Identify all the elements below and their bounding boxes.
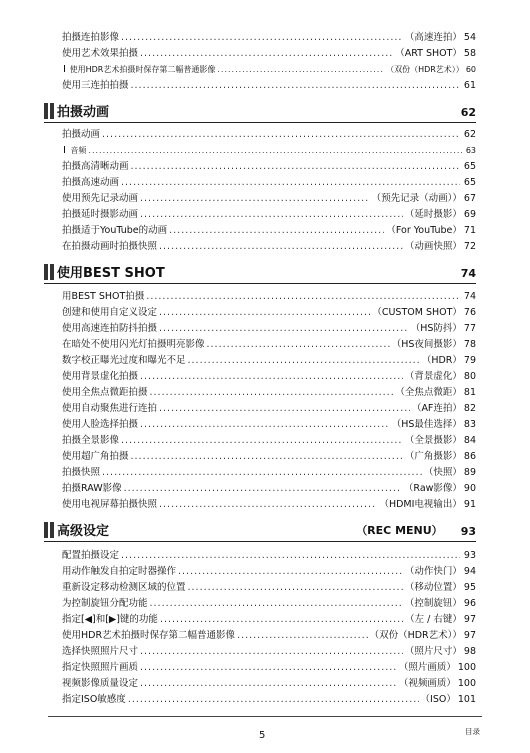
- toc-entry-title: 使用预先记录动画: [62, 193, 139, 204]
- dot-leader: [124, 481, 402, 497]
- toc-entry-page: 97: [463, 614, 476, 625]
- toc-entry[interactable]: [62, 433, 476, 449]
- toc-entry-title: 使用电视屏幕拍摄快照: [62, 499, 158, 510]
- toc-entry-aside: （移动位置）: [404, 582, 462, 593]
- toc-entry[interactable]: [62, 548, 476, 564]
- toc-entry-title: 指定快照照片画质: [62, 662, 139, 673]
- dot-leader: [140, 644, 403, 660]
- dot-leader: [140, 417, 390, 433]
- toc-entry[interactable]: [62, 580, 476, 596]
- toc-entry-title: 拍摄高清晰动画: [62, 161, 129, 172]
- toc-entry[interactable]: [62, 321, 476, 337]
- toc-entry-aside: （快照）: [423, 467, 462, 478]
- dot-leader: [140, 369, 403, 385]
- toc-entry-title: 使用HDR艺术拍摄时保存第二幅普通影像: [69, 65, 216, 74]
- toc-entry-page: 101: [457, 694, 476, 705]
- toc-entry[interactable]: [62, 676, 476, 692]
- toc-entry-page: 62: [463, 129, 476, 140]
- toc-entry-title: 配置拍摄设定: [62, 550, 120, 561]
- toc-entry[interactable]: [62, 628, 476, 644]
- toc-entry-title: 拍摄RAW影像: [62, 483, 122, 494]
- toc-entry-title: 视频影像质量设定: [62, 678, 139, 689]
- toc-entry-aside: （HDR）: [421, 355, 462, 366]
- toc-entry-title: 音频: [70, 146, 87, 155]
- toc-entry-title: 拍摄快照: [62, 467, 101, 478]
- dot-leader: [131, 449, 403, 465]
- toc-entry[interactable]: [62, 385, 476, 401]
- toc-entry[interactable]: [62, 692, 476, 708]
- toc-entry-aside: （动作快门）: [404, 566, 462, 577]
- dot-leader: [102, 127, 460, 143]
- toc-entry-aside: （For YouTube）: [386, 225, 462, 236]
- dot-leader: [159, 321, 409, 337]
- toc-entry[interactable]: [62, 481, 476, 497]
- dot-leader: [121, 30, 403, 46]
- toc-entry-title: 拍摄高速动画: [62, 177, 120, 188]
- dot-leader: [159, 305, 370, 321]
- toc-entry-title: 使用高速连拍防抖拍摄: [62, 323, 158, 334]
- toc-entry-aside: （控制旋钮）: [404, 598, 462, 609]
- toc-entry-page: 83: [463, 419, 476, 430]
- toc-entry-title: 拍摄动画: [62, 129, 101, 140]
- toc-entry-aside: （HS夜间摄影）: [391, 339, 462, 350]
- dot-leader: [159, 401, 410, 417]
- toc-entry-page: 84: [463, 435, 476, 446]
- toc-entry-page: 96: [463, 598, 476, 609]
- dot-leader: [150, 385, 394, 401]
- toc-entry-page: 91: [463, 499, 476, 510]
- toc-entry-aside: （HS最佳选择）: [391, 419, 462, 430]
- toc-entry-title: 拍摄连拍影像: [62, 32, 120, 43]
- toc-entry-aside: （左 / 右键）: [405, 614, 462, 625]
- toc-entry-title: 拍摄延时摄影动画: [62, 209, 139, 220]
- toc-entry-aside: （CUSTOM SHOT）: [372, 307, 462, 318]
- section-bar-icon: [44, 103, 48, 119]
- dot-leader: [131, 159, 460, 175]
- toc-entry-page: 78: [463, 339, 476, 350]
- toc-entry[interactable]: [62, 449, 476, 465]
- toc-entry-page: 65: [463, 177, 476, 188]
- toc-entry-aside: （照片尺寸）: [404, 646, 462, 657]
- toc-entry-title: 使用三连拍拍摄: [62, 80, 129, 91]
- toc-entry[interactable]: [62, 239, 476, 255]
- dot-leader: [169, 223, 384, 239]
- toc-entry-page: 81: [463, 387, 476, 398]
- toc-entry[interactable]: [62, 191, 476, 207]
- toc-entry[interactable]: [62, 78, 476, 94]
- section-heading[interactable]: [44, 261, 476, 284]
- toc-entry-page: 61: [463, 80, 476, 91]
- toc-entry-page: 97: [463, 630, 476, 641]
- toc-entry-page: 98: [463, 646, 476, 657]
- toc-entry-page: 67: [463, 193, 476, 204]
- dot-leader: [178, 564, 403, 580]
- toc-entry[interactable]: [62, 207, 476, 223]
- toc-entry-page: 95: [463, 582, 476, 593]
- toc-entry-aside: （延时摄影）: [404, 209, 462, 220]
- dot-leader: [217, 62, 384, 78]
- footer-divider: [48, 716, 482, 717]
- dot-leader: [140, 46, 393, 62]
- dot-leader: [140, 207, 403, 223]
- toc-entry-aside: （全焦点微距）: [395, 387, 462, 398]
- section-title: 使用BEST SHOT: [57, 266, 165, 281]
- dot-leader: [237, 628, 368, 644]
- toc-entry-title: 使用人脸选择拍摄: [62, 419, 139, 430]
- toc-entry-page: 80: [463, 371, 476, 382]
- toc-entry-title: 使用艺术效果拍摄: [62, 48, 139, 59]
- dot-leader: [140, 676, 397, 692]
- toc-entry-page: 94: [463, 566, 476, 577]
- dot-leader: [128, 692, 419, 708]
- toc-entry[interactable]: [62, 305, 476, 321]
- toc-entry-title: 使用超广角拍摄: [62, 451, 129, 462]
- toc-entry[interactable]: [62, 223, 476, 239]
- section-heading[interactable]: [44, 519, 476, 542]
- section-page: 62: [460, 106, 476, 119]
- toc-entry-page: 58: [463, 48, 476, 59]
- dot-leader: [207, 337, 390, 353]
- toc-entry[interactable]: [62, 289, 476, 305]
- toc-entry[interactable]: [62, 337, 476, 353]
- toc-entry-title: 指定ISO敏感度: [62, 694, 126, 705]
- toc-entry[interactable]: [62, 465, 476, 481]
- toc-entry-page: 69: [463, 209, 476, 220]
- toc-entry-page: 82: [463, 403, 476, 414]
- section-bar-icon: [50, 103, 54, 119]
- dot-leader: [159, 497, 377, 513]
- toc-entry[interactable]: [62, 159, 476, 175]
- toc-entry-page: 93: [463, 550, 476, 561]
- toc-entry-title: 重新设定移动检测区域的位置: [62, 582, 186, 593]
- toc-entry-title: 拍摄适于YouTube的动画: [62, 225, 168, 236]
- toc-entry-title: 使用背景虚化拍摄: [62, 371, 139, 382]
- toc-entry-aside: （广角摄影）: [404, 451, 462, 462]
- toc-subentry[interactable]: [62, 143, 476, 159]
- dot-leader: [160, 612, 403, 628]
- toc-entry-page: 90: [463, 483, 476, 494]
- toc-entry-aside: （照片画质）: [398, 662, 456, 673]
- section-title: 高级设定: [57, 524, 110, 539]
- section-bar-icon: [50, 264, 54, 280]
- toc-entry-page: 54: [463, 32, 476, 43]
- toc-entry[interactable]: [62, 497, 476, 513]
- toc-entry[interactable]: [62, 46, 476, 62]
- toc-entry-aside: （双份（HDR艺术））: [386, 65, 464, 74]
- toc-entry-page: 72: [463, 241, 476, 252]
- toc-entry-page: 74: [463, 291, 476, 302]
- bullet-marker-icon: [64, 146, 65, 153]
- dot-leader: [102, 465, 422, 481]
- toc-entry[interactable]: [62, 644, 476, 660]
- toc-entry-title: 选择快照照片尺寸: [62, 646, 139, 657]
- dot-leader: [88, 143, 461, 159]
- section-title: 拍摄动画: [57, 105, 110, 120]
- bullet-marker-icon: [64, 65, 65, 72]
- toc-entry-aside: （AF连拍）: [411, 403, 462, 414]
- dot-leader: [121, 548, 460, 564]
- dot-leader: [150, 596, 403, 612]
- dot-leader: [131, 78, 460, 94]
- dot-leader: [188, 580, 403, 596]
- toc-entry-page: 100: [457, 678, 476, 689]
- toc-entry-title: 为控制旋钮分配功能: [62, 598, 148, 609]
- dot-leader: [146, 289, 460, 305]
- section-bar-icon: [44, 522, 48, 538]
- toc-entry-title: 在拍摄动画时拍摄快照: [62, 241, 158, 252]
- toc-entry-page: 86: [463, 451, 476, 462]
- toc-entry-aside: （预先记录（动画））: [371, 193, 462, 204]
- toc-entry-aside: （高速连拍）: [404, 32, 462, 43]
- section-page: 74: [460, 267, 476, 280]
- section-bar-icon: [44, 264, 48, 280]
- toc-entry-aside: （HDMI电视输出）: [379, 499, 462, 510]
- toc-entry-aside: （全景摄影）: [404, 435, 462, 446]
- toc-entry[interactable]: [62, 417, 476, 433]
- section-page: 93: [460, 525, 476, 538]
- toc-entry[interactable]: [62, 401, 476, 417]
- footer-label: 目录: [465, 727, 480, 736]
- toc-entry-page: 65: [463, 161, 476, 172]
- toc-entry-aside: （动画快照）: [404, 241, 462, 252]
- toc-entry[interactable]: [62, 175, 476, 191]
- toc-entry-aside: （ISO）: [420, 694, 456, 705]
- toc-entry-title: 使用自动聚焦进行连拍: [62, 403, 158, 414]
- toc-subentry[interactable]: [62, 62, 476, 78]
- toc-entry-title: 使用全焦点微距拍摄: [62, 387, 148, 398]
- section-heading[interactable]: [44, 100, 476, 123]
- toc-entry[interactable]: [62, 127, 476, 143]
- toc-entry-title: 创建和使用自定义设定: [62, 307, 158, 318]
- toc-entry-aside: （视频画质）: [398, 678, 456, 689]
- dot-leader: [121, 433, 403, 449]
- toc-entry-page: 79: [463, 355, 476, 366]
- toc-entry-aside: （双份（HDR艺术））: [369, 630, 462, 641]
- toc-entry-page: 71: [463, 225, 476, 236]
- toc-entry-title: 用动作触发自拍定时器操作: [62, 566, 177, 577]
- toc-entry-title: 在暗处不使用闪光灯拍摄明亮影像: [62, 339, 205, 350]
- toc-entry-title: 使用HDR艺术拍摄时保存第二幅普通影像: [62, 630, 236, 641]
- toc-entry[interactable]: [62, 612, 476, 628]
- section-aside: （REC MENU）: [356, 524, 443, 537]
- toc-entry-page: 60: [465, 65, 476, 74]
- toc-entry-aside: （HS防抖）: [410, 323, 462, 334]
- dot-leader: [121, 175, 460, 191]
- page-number: 5: [259, 730, 266, 741]
- section-bar-icon: [50, 522, 54, 538]
- toc-entry-title: 用BEST SHOT拍摄: [62, 291, 145, 302]
- dot-leader: [159, 239, 403, 255]
- toc-entry-aside: （Raw影像）: [403, 483, 462, 494]
- toc-entry[interactable]: [62, 30, 476, 46]
- toc-entry-page: 89: [463, 467, 476, 478]
- toc-entry[interactable]: [62, 353, 476, 369]
- toc-entry[interactable]: [62, 660, 476, 676]
- toc-entry-page: 76: [463, 307, 476, 318]
- toc-entry-aside: （背景虚化）: [404, 371, 462, 382]
- toc-entry-page: 63: [465, 146, 476, 155]
- toc-entry-title: 指定[◀]和[▶]键的功能: [62, 614, 158, 625]
- toc-entry-aside: （ART SHOT）: [395, 48, 462, 59]
- dot-leader: [140, 191, 370, 207]
- toc-entry[interactable]: [62, 564, 476, 580]
- toc-entry-title: 数字校正曝光过度和曝光不足: [62, 355, 186, 366]
- dot-leader: [188, 353, 420, 369]
- toc-entry-title: 拍摄全景影像: [62, 435, 120, 446]
- dot-leader: [140, 660, 397, 676]
- toc-entry[interactable]: [62, 369, 476, 385]
- toc-entry[interactable]: [62, 596, 476, 612]
- toc-entry-page: 77: [463, 323, 476, 334]
- toc-entry-page: 100: [457, 662, 476, 673]
